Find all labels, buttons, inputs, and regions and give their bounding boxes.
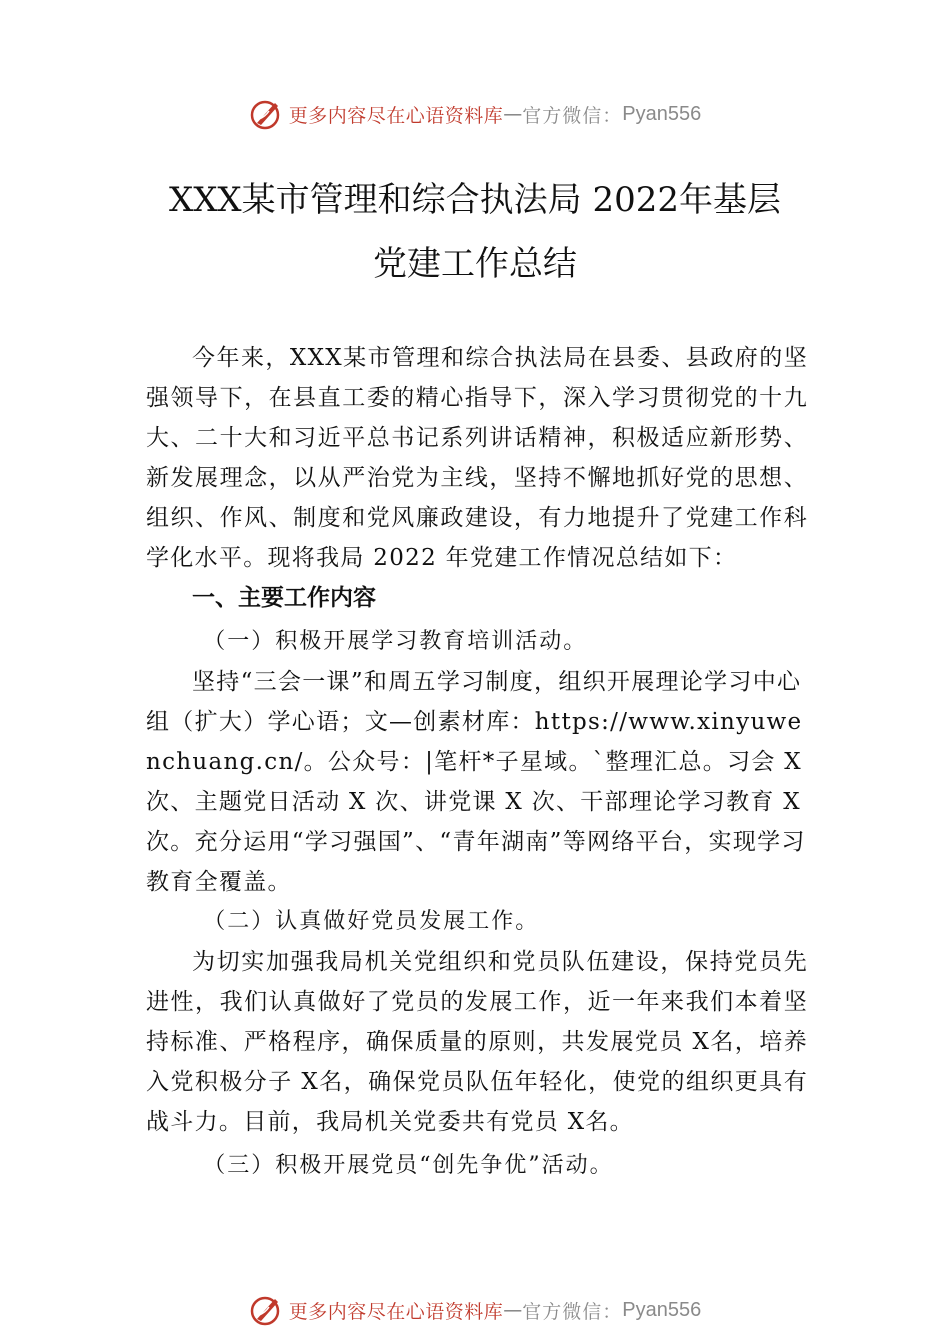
quill-seal-icon: [249, 1293, 283, 1327]
quill-seal-icon: [249, 97, 283, 131]
sub1-paragraph: 坚持“三会一课”和周五学习制度，组织开展理论学习中心组（扩大）学心语；文—创素材库：https://www.xinyuwenchuang.cn/。公众号：|笔杆*子星域。`整理汇总。习会 X 次、主题党日活动 X 次、讲党课 X 次、干部理论学习教育 X次。充分运用“学习强国”、“青年湖南”等网络平台，实现学习教育全覆盖。: [146, 669, 806, 895]
sub3-heading: （三）积极开展党员“创先争优”活动。: [203, 1153, 614, 1178]
intro-paragraph: 今年来，XXX某市管理和综合执法局在县委、县政府的坚强领导下，在县直工委的精心指导下，深入学习贯彻党的十九大、二十大和习近平总书记系列讲话精神，积极适应新形势、新发展理念，以从严治党为主线，坚持不懈地抓好党的思想、组织、作风、制度和党风廉政建设，有力地提升了党建工作科学化水平。现将我局 2022 年党建工作情况总结如下：: [146, 345, 808, 571]
watermark-prefix: 更多内容尽在心语资料库: [288, 104, 504, 127]
sub1-heading: （一）积极开展学习教育培训活动。: [203, 629, 588, 654]
sub2-paragraph: 为切实加强我局机关党组织和党员队伍建设，保持党员先进性，我们认真做好了党员的发展工作，近一年来我们本着坚持标准、严格程序，确保质量的原则，共发展党员 X名，培养入党积极分子 X名，确保党员队伍年轻化，使党的组织更具有战斗力。目前，我局机关党委共有党员 X名。: [146, 949, 808, 1135]
watermark-banner-top: [0, 94, 950, 134]
sub2-heading: （二）认真做好党员发展工作。: [203, 909, 540, 934]
document-body: [146, 338, 808, 1186]
document-title-line2: 党建工作总结: [373, 244, 577, 284]
document-title-line1: XXX某市管理和综合执法局 2022年基层: [169, 180, 781, 220]
section1-heading: 一、主要工作内容: [192, 585, 376, 611]
watermark-banner-bottom: [0, 1290, 950, 1330]
watermark-prefix: 更多内容尽在心语资料库: [288, 1300, 504, 1323]
watermark-label: 官方微信：: [522, 104, 623, 127]
watermark-dash: —: [503, 103, 523, 125]
watermark-id: Pyan556: [622, 1298, 702, 1321]
watermark-label: 官方微信：: [522, 1300, 623, 1323]
watermark-dash: —: [503, 1299, 523, 1321]
watermark-id: Pyan556: [622, 102, 702, 125]
